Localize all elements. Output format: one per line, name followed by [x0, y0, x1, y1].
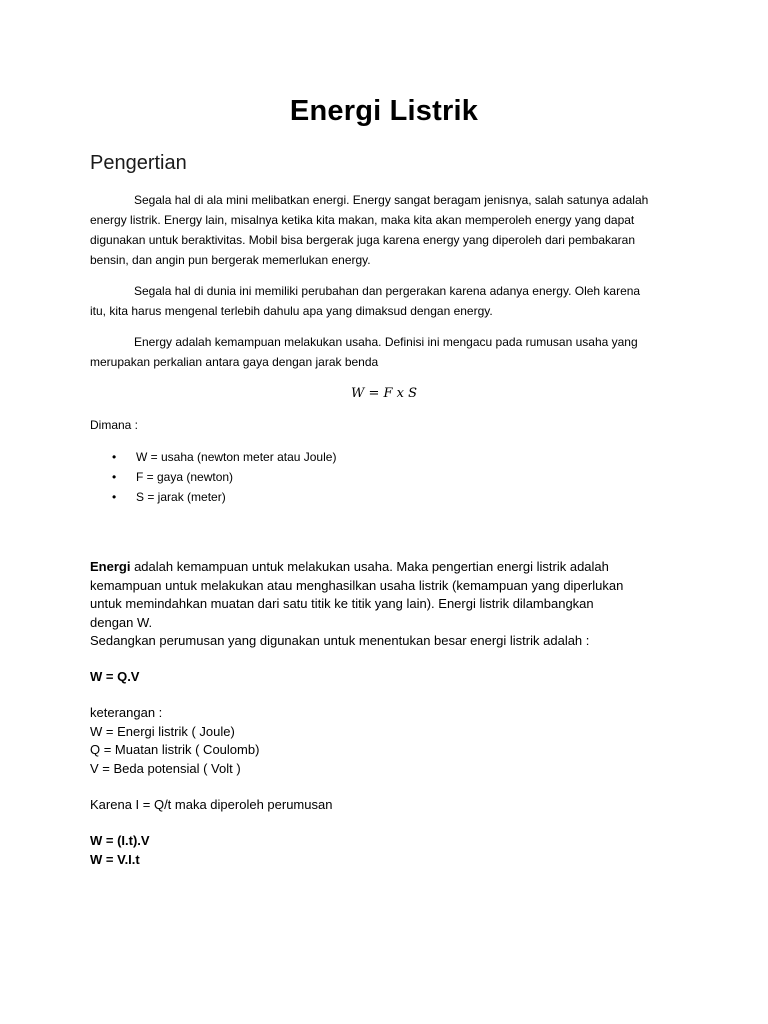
perumusan-line: Sedangkan perumusan yang digunakan untuk menentukan besar energi listrik adalah :	[90, 633, 590, 648]
formula-wqv: W = Q.V	[90, 669, 140, 684]
paragraph-line: bensin, dan angin pun bergerak memerlukan energy.	[90, 253, 371, 267]
paragraph-line: Segala hal di ala mini melibatkan energi. Energy sangat beragam jenisnya, salah satunya adalah	[134, 193, 649, 207]
keterangan-item: V = Beda potensial ( Volt )	[90, 760, 241, 776]
definition-line: untuk memindahkan muatan dari satu titik ke titik yang lain). Energi listrik dilambangkan	[90, 596, 594, 611]
keterangan-item: Q = Muatan listrik ( Coulomb)	[90, 742, 260, 757]
bullet-icon: •	[112, 490, 117, 504]
dimana-label: Dimana :	[90, 418, 139, 432]
keterangan-item: W = Energi listrik ( Joule)	[90, 723, 235, 739]
paragraph-line: digunakan untuk beraktivitas. Mobil bisa bergerak juga karena energy yang diperoleh dari pembakaran	[90, 233, 636, 247]
paragraph-3	[90, 332, 670, 372]
keterangan-label: keterangan :	[90, 705, 163, 720]
paragraph-line: merupakan perkalian antara gaya dengan jarak benda	[90, 355, 379, 369]
list-item: • S = jarak (meter)	[90, 487, 336, 507]
bullet-icon: •	[112, 450, 117, 464]
work-formula: W = F x S	[350, 386, 418, 401]
energy-definition	[90, 558, 670, 632]
keterangan-block	[90, 704, 670, 778]
paragraph-1	[90, 190, 670, 270]
definition-line: Energi adalah kemampuan untuk melakukan usaha. Maka pengertian energi listrik adalah	[90, 559, 609, 574]
paragraph-line: Segala hal di dunia ini memiliki perubahan dan pergerakan karena adanya energy. Oleh karena	[134, 284, 641, 298]
paragraph-line: itu, kita harus mengenal terlebih dahulu apa yang dimaksud dengan energy.	[90, 304, 493, 318]
paragraph-line: Energy adalah kemampuan melakukan usaha. Definisi ini mengacu pada rumusan usaha yang	[134, 335, 638, 349]
definition-line: kemampuan untuk melakukan atau menghasilkan usaha listrik (kemampuan yang diperlukan	[90, 577, 624, 593]
energi-bold-term: Energi	[90, 559, 131, 574]
page-title: Energi Listrik	[289, 95, 479, 127]
final-formula: W = (I.t).V	[90, 833, 150, 848]
final-formulas	[90, 832, 670, 869]
variable-list	[90, 447, 336, 507]
section-heading: Pengertian	[90, 152, 187, 174]
list-item: • F = gaya (newton)	[90, 467, 336, 487]
karena-line: Karena I = Q/t maka diperoleh perumusan	[90, 797, 333, 812]
definition-line: dengan W.	[90, 614, 153, 630]
final-formula: W = V.I.t	[90, 851, 140, 867]
bullet-icon: •	[112, 470, 117, 484]
list-item: • W = usaha (newton meter atau Joule)	[90, 447, 336, 467]
paragraph-line: energy listrik. Energy lain, misalnya ketika kita makan, maka kita akan memperoleh energy yang dapat	[90, 213, 635, 227]
paragraph-2	[90, 281, 670, 321]
